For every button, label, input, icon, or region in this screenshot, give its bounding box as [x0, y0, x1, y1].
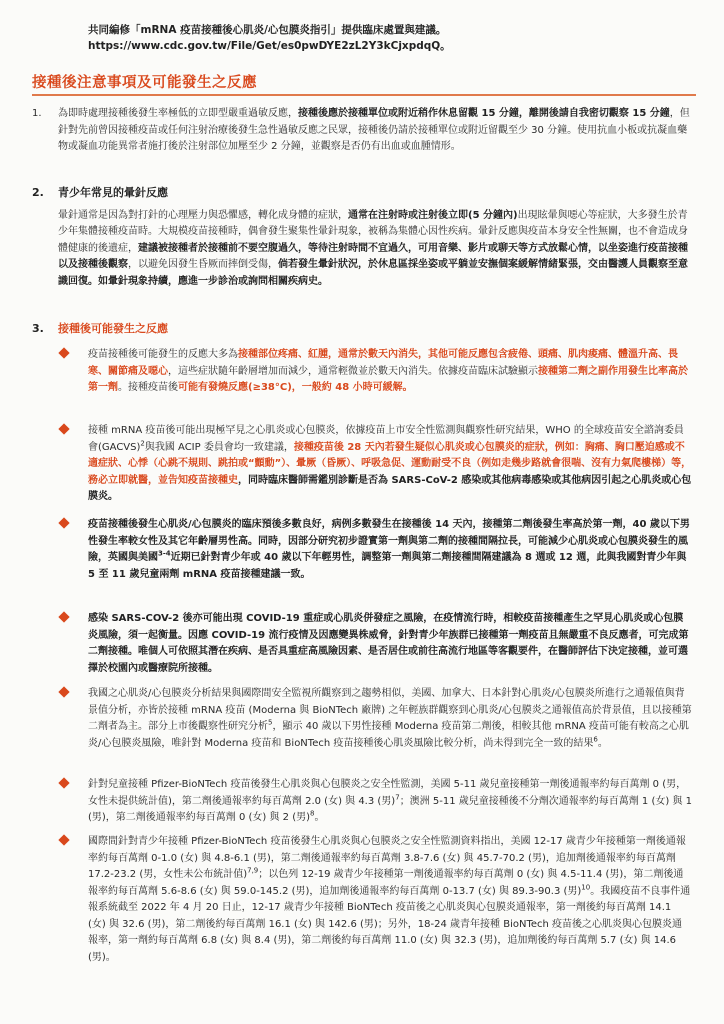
item-number: 1.: [32, 108, 42, 119]
footnote-ref: 6: [593, 735, 598, 744]
bullet-text: ，這些症狀隨年齡層增加而減少，通常輕微並於數天內消失。依據疫苗臨床試驗顯示: [168, 365, 538, 377]
diamond-bullet-icon: [58, 347, 69, 358]
bullet-text: 感染 SARS-COV-2 後亦可能出現 COVID-19 重症或心肌炎併發症之風險，在疫情流行時，相較疫苗接種產生之罕見心肌炎或心包膜炎風險，須一起衡量。因應 COVID-19 流行疫情及因應變異株威脅，針對青少年族群已接種第一劑疫苗且無嚴重不良反應者，可完成第二劑接種。唯個人可依照其潛在疾病、是否具重症高風險因素、是否居住或前往高流行地區等客觀要件，在醫師評估下決定接種，並可選擇於校園內或醫療院所接種。: [88, 613, 689, 674]
numbered-item-1: [32, 106, 692, 156]
bullet-highlight: 接種疫苗後 28 天內若發生疑似心肌炎或心包膜炎的症狀，例如：胸痛、胸口壓迫感或不適症狀、心悸（心跳不規則、跳拍或“顫動”）、暈厥（昏厥）、呼吸急促、運動耐受不良（例如走幾步路就會很喘、沒有力氣爬樓梯）等，務必立即就醫，並告知疫苗接種史: [88, 441, 692, 486]
diamond-bullet-icon: [58, 423, 69, 434]
bullet-item: [60, 611, 692, 677]
item-title: 青少年常見的暈針反應: [58, 186, 168, 199]
bullet-item: [60, 777, 692, 827]
item-text: ，但針對先前曾因接種疫苗或任何注射治療後發生急性過敏反應之民眾，接種後仍請於接種單位或附近留觀至少 30 分鐘。使用抗血小板或抗凝血藥物或凝血功能異常者施打後於注射部位加壓至少 2 分鐘，並觀察是否仍有出血或血腫情形。: [58, 108, 690, 152]
bullet-text: 我國之心肌炎/心包膜炎分析結果與國際間安全監視所觀察到之趨勢相似，美國、加拿大、日本針對心肌炎/心包膜炎所進行之通報值與背景值分析，亦皆於接種 mRNA 疫苗 (Moderna 與 BioNTech 廠牌) 之年輕族群觀察到心肌炎/心包膜炎之通報值高於背景值，且以接種第二劑者為主。部分上市後觀察性研究分析: [88, 688, 692, 732]
bullet-emphasis: ，同時臨床醫師需鑑別診斷是否為 SARS-CoV-2 感染或其他病毒感染或其他病因引起之心肌炎或心包膜炎。: [88, 474, 692, 502]
bullet-text: 近期已針對青少年或 40 歲以下年輕男性，調整第一劑與第二劑接種間隔建議為 8 週或 12 週，此與我國對青少年與 5 至 11 歲兒童兩劑 mRNA 疫苗接種建議一致。: [88, 552, 687, 580]
section-title: 接種後注意事項及可能發生之反應: [32, 75, 257, 91]
footnote-ref: 5: [268, 718, 273, 727]
footnote-ref: 10: [581, 883, 591, 892]
intro-note: [88, 22, 688, 54]
item-text: 暈針通常是因為對打針的心理壓力與恐懼感，轉化成身體的症狀，: [58, 209, 348, 221]
bullet-text: ；澳洲 5-11 歲兒童接種後不分劑次通報率約每百萬劑 1 (女) 與 1 (男)，第二劑後通報率約每百萬劑 0 (女) 與 2 (男): [88, 795, 692, 823]
section-divider: [32, 94, 696, 96]
footnote-ref: 8: [310, 809, 315, 818]
item-emphasis: 建議被接種者於接種前不要空腹過久，等待注射時間不宜過久，可用音樂、影片或聊天等方式放鬆心情，以坐姿進行疫苗接種以及接種後觀察: [58, 242, 688, 270]
item-text: 出現眩暈與噁心等症狀，大多發生於青少年集體接種疫苗時。大規模疫苗接種時，偶會發生聚集性暈針現象，被稱為集體心因性疾病。暈針反應與疫苗本身安全性無關，也不會造成身體健康的後遺症，: [58, 209, 688, 254]
bullet-highlight: 可能有發燒反應(≥38°C)，一般約 48 小時可緩解。: [178, 382, 413, 393]
bullet-text: 接種 mRNA 疫苗後可能出現極罕見之心肌炎或心包膜炎，依據疫苗上市安全性監測與觀察性研究結果，WHO 的全球疫苗安全諮詢委員會(GACVS): [88, 425, 684, 453]
item-emphasis: 通常在注射時或注射後立即(5 分鐘內): [348, 209, 518, 221]
diamond-bullet-icon: [58, 777, 69, 788]
diamond-bullet-icon: [58, 834, 69, 845]
bullet-text: 。: [314, 812, 325, 823]
bullet-text: 與我國 ACIP 委員會均一致建議，: [144, 441, 294, 453]
item-number: 3.: [32, 322, 44, 335]
bullet-text: 國際間針對青少年接種 Pfizer-BioNTech 疫苗後發生心肌炎與心包膜炎之安全性監測資料指出，美國 12-17 歲青少年接種第一劑後通報率約每百萬劑 0-1.0 (女) 與 4.8-6.1 (男)，第二劑後通報率約每百萬劑 3.8-7.6 (女) 與 45.7-70.2 (男)，追加劑後通報率約每百萬劑 17.2-23.2 (男，女性未公布統計值): [88, 836, 686, 880]
footnote-ref: 7,9: [247, 866, 259, 875]
footnote-ref: 7: [395, 793, 400, 802]
diamond-bullet-icon: [58, 517, 69, 528]
bullet-item: [60, 347, 692, 397]
diamond-bullet-icon: [58, 686, 69, 697]
bullet-text: ，顯示 40 歲以下男性接種 Moderna 疫苗第二劑後，相較其他 mRNA 疫苗可能有較高之心肌炎/心包膜炎風險，唯針對 Moderna 疫苗和 BioNTech 疫苗接種後心肌炎風險比較分析，尚未得到完全一致的結果: [88, 721, 689, 749]
footnote-ref: 3-4: [158, 549, 171, 558]
bullet-highlight: 接種第二劑之副作用發生比率高於第一劑: [88, 365, 688, 393]
bullet-item: [60, 517, 692, 583]
bullet-text: 。我國疫苗不良事件通報系統截至 2022 年 4 月 20 日止，12-17 歲青少年接種 BioNTech 疫苗後之心肌炎與心包膜炎通報率，第一劑後約每百萬劑 14.1 (女) 與 32.6 (男)，第二劑後約每百萬劑 16.1 (女) 與 142.6 (男)；另外，18-24 歲青年接種 BioNTech 疫苗後之心肌炎與心包膜炎通報率，第一劑約每百萬劑 6.8 (女) 與 8.4 (男)，第二劑後約每百萬劑 11.0 (女) 與 32.3 (男)，追加劑後約每百萬劑 5.7 (女) 與 14.6 (男)。: [88, 885, 691, 963]
item-emphasis: 接種後應於接種單位或附近稍作休息留觀 15 分鐘，離開後請自我密切觀察 15 分鐘: [298, 108, 670, 119]
bullet-text: 疫苗接種後發生心肌炎/心包膜炎的臨床預後多數良好，病例多數發生在接種後 14 天內，接種第二劑後發生率高於第一劑，40 歲以下男性發生率較女性及其它年齡層男性高。同時，因部分研究初步證實第一劑與第二劑的接種間隔拉長，可能減少心肌炎或心包膜炎發生的風險，英國與美國: [88, 519, 690, 563]
item-text: 為即時處理接種後發生率極低的立即型嚴重過敏反應，: [58, 108, 298, 119]
item-title: 接種後可能發生之反應: [58, 322, 168, 335]
guideline-url[interactable]: https://www.cdc.gov.tw/File/Get/es0pwDYE2zL2Y3kCjxpdqQ。: [88, 40, 451, 52]
item-text: ，以避免因發生昏厥而摔倒受傷，: [128, 259, 278, 270]
bullet-text: 。: [597, 737, 608, 749]
item-number: 2.: [32, 186, 44, 199]
bullet-text: 針對兒童接種 Pfizer-BioNTech 疫苗後發生心肌炎與心包膜炎之安全性監測，美國 5-11 歲兒童接種第一劑後通報率約每百萬劑 0 (男，女性未提供統計值)，第二劑後通報率約每百萬劑 2.0 (女) 與 4.3 (男): [88, 779, 687, 807]
footnote-ref: 2: [140, 439, 145, 448]
intro-line: 共同編修「mRNA 疫苗接種後心肌炎/心包膜炎指引」提供臨床處置與建議。: [88, 24, 447, 36]
bullet-item: [60, 834, 692, 966]
diamond-bullet-icon: [58, 611, 69, 622]
numbered-item-2: [32, 185, 692, 290]
numbered-item-3: [32, 321, 692, 338]
item-emphasis: 倘若發生暈針狀況，於休息區採坐姿或平躺並安撫個案緩解情緒緊張，交由醫護人員觀察至意識回復。如暈針現象持續，應進一步診治或詢問相關疾病史。: [58, 259, 688, 287]
bullet-item: [60, 423, 692, 506]
bullet-highlight: 接種部位疼痛、紅腫，通常於數天內消失，其他可能反應包含疲倦、頭痛、肌肉痠痛、體溫升高、畏寒、關節痛及噁心: [88, 349, 678, 377]
bullet-text: 。接種疫苗後: [118, 382, 178, 393]
bullet-text: 疫苗接種後可能發生的反應大多為: [88, 349, 238, 360]
bullet-text: ；以色列 12-19 歲青少年接種第一劑後通報率約每百萬劑 0 (女) 與 4.5-11.4 (男)，第二劑後通報率約每百萬劑 5.6-8.6 (女) 與 59.0-145.2 (男)，追加劑後通報率約每百萬劑 0-13.7 (女) 與 89.3-90.3 (男): [88, 869, 684, 897]
bullet-item: [60, 686, 692, 752]
